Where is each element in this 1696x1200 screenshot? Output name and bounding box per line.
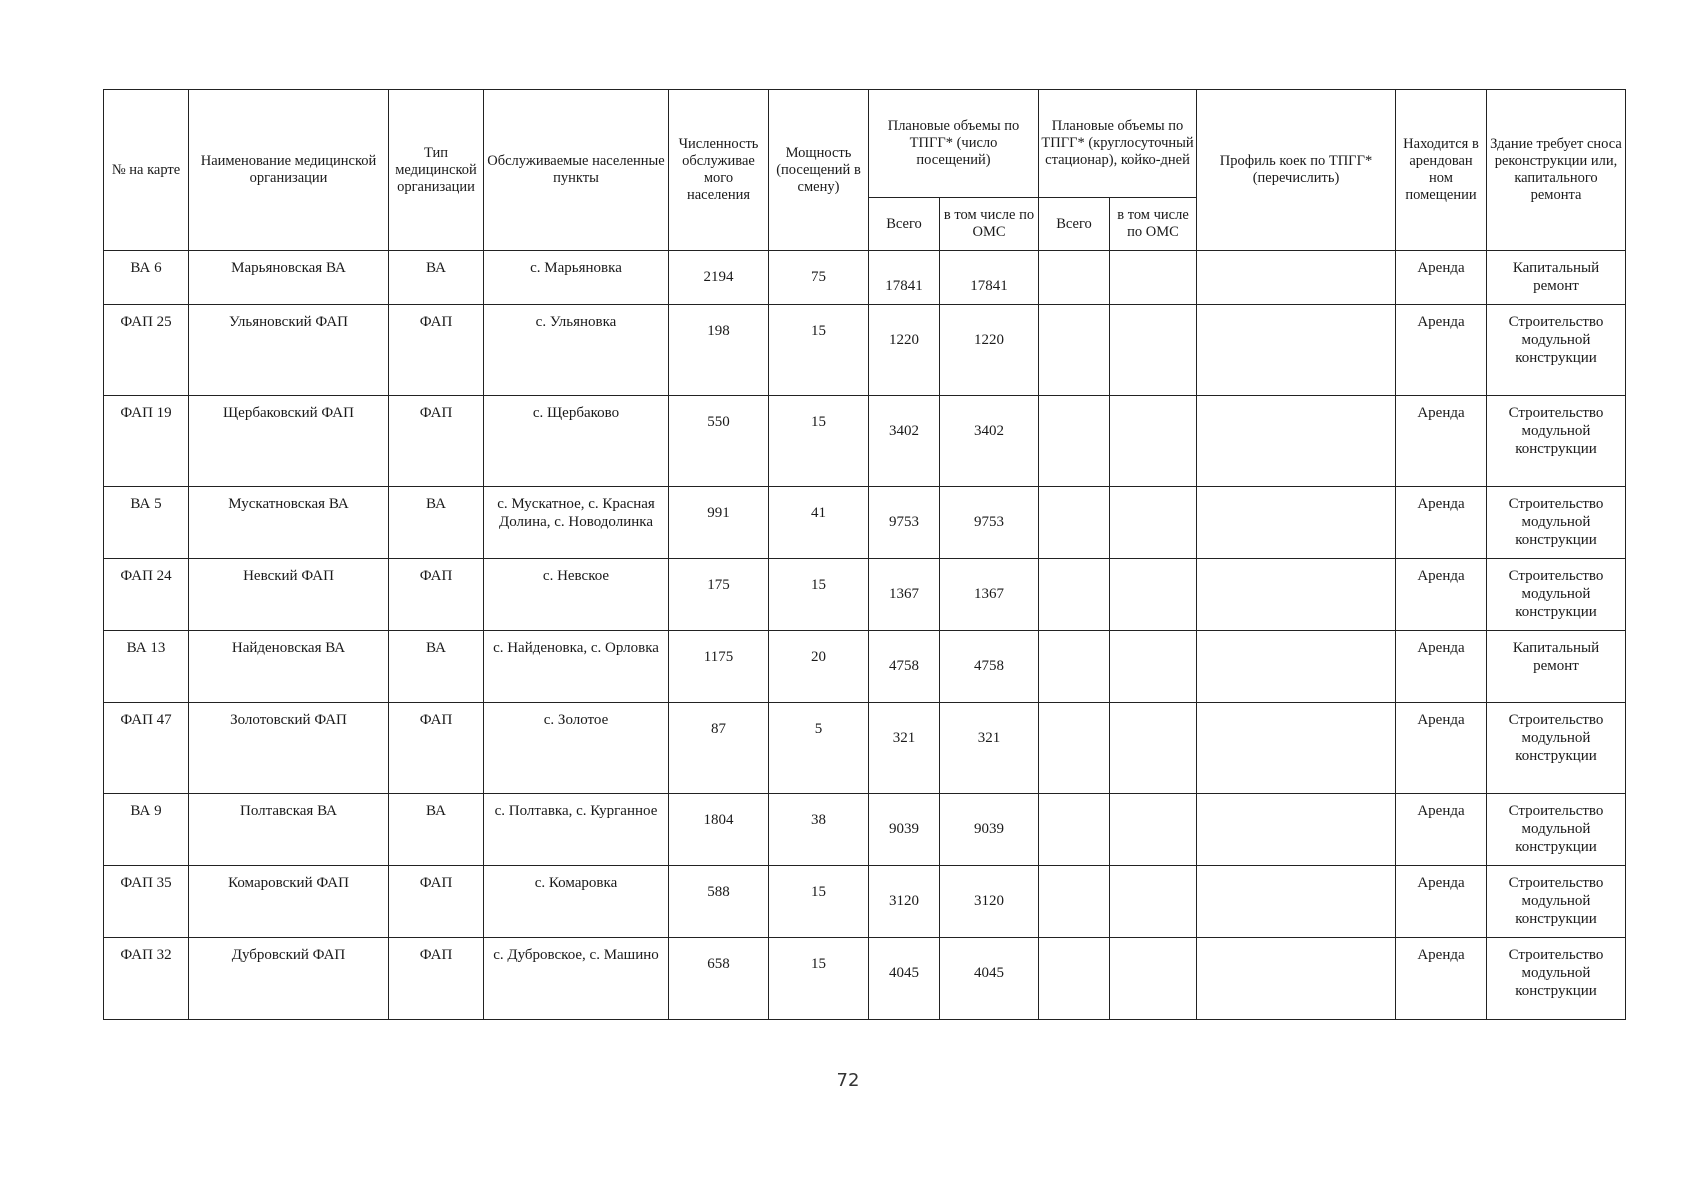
cell-type: ВА	[389, 251, 484, 305]
cell-beds-oms	[1110, 794, 1197, 866]
header-settlements: Обслуживаемые населенные пункты	[484, 90, 669, 251]
cell-beds-oms	[1110, 305, 1197, 396]
cell-type: ВА	[389, 794, 484, 866]
cell-beds-oms	[1110, 251, 1197, 305]
cell-population: 1804	[669, 794, 769, 866]
table-row	[104, 305, 1626, 396]
cell-type: ВА	[389, 631, 484, 703]
cell-beds-total	[1039, 487, 1110, 559]
cell-capacity: 75	[769, 251, 869, 305]
cell-population: 588	[669, 866, 769, 938]
header-beds-total: Всего	[1039, 198, 1110, 251]
cell-settlements: с. Мускатное, с. Красная Долина, с. Новодолинка	[484, 487, 669, 559]
cell-visits-oms: 17841	[940, 251, 1039, 305]
cell-type: ФАП	[389, 938, 484, 1020]
cell-beds-total	[1039, 251, 1110, 305]
cell-population: 87	[669, 703, 769, 794]
cell-rented: Аренда	[1396, 251, 1487, 305]
cell-capacity: 15	[769, 396, 869, 487]
table-row	[104, 251, 1626, 305]
cell-building: Капитальный ремонт	[1487, 251, 1626, 305]
header-num: № на карте	[104, 90, 189, 251]
cell-name: Дубровский ФАП	[189, 938, 389, 1020]
cell-settlements: с. Невское	[484, 559, 669, 631]
cell-type: ФАП	[389, 559, 484, 631]
cell-building: Строительство модульной конструкции	[1487, 703, 1626, 794]
cell-settlements: с. Полтавка, с. Курганное	[484, 794, 669, 866]
cell-profile	[1197, 631, 1396, 703]
facilities-table	[103, 89, 1626, 1020]
cell-beds-total	[1039, 703, 1110, 794]
cell-name: Мускатновская ВА	[189, 487, 389, 559]
header-visits-group: Плановые объемы по ТПГГ* (число посещений)	[869, 90, 1039, 198]
cell-population: 1175	[669, 631, 769, 703]
cell-population: 658	[669, 938, 769, 1020]
cell-rented: Аренда	[1396, 866, 1487, 938]
cell-visits-oms: 3402	[940, 396, 1039, 487]
cell-visits-oms: 4045	[940, 938, 1039, 1020]
cell-capacity: 41	[769, 487, 869, 559]
cell-name: Золотовский ФАП	[189, 703, 389, 794]
cell-visits-total: 3120	[869, 866, 940, 938]
cell-profile	[1197, 559, 1396, 631]
header-name: Наименование медицинской организации	[189, 90, 389, 251]
cell-settlements: с. Золотое	[484, 703, 669, 794]
cell-num: ВА 6	[104, 251, 189, 305]
cell-beds-oms	[1110, 396, 1197, 487]
cell-building: Строительство модульной конструкции	[1487, 487, 1626, 559]
cell-beds-oms	[1110, 631, 1197, 703]
cell-visits-total: 1220	[869, 305, 940, 396]
cell-rented: Аренда	[1396, 487, 1487, 559]
cell-name: Комаровский ФАП	[189, 866, 389, 938]
cell-name: Ульяновский ФАП	[189, 305, 389, 396]
cell-profile	[1197, 866, 1396, 938]
cell-visits-total: 4758	[869, 631, 940, 703]
cell-profile	[1197, 251, 1396, 305]
cell-type: ФАП	[389, 396, 484, 487]
cell-building: Строительство модульной конструкции	[1487, 396, 1626, 487]
cell-settlements: с. Найденовка, с. Орловка	[484, 631, 669, 703]
cell-rented: Аренда	[1396, 559, 1487, 631]
cell-beds-oms	[1110, 938, 1197, 1020]
cell-building: Строительство модульной конструкции	[1487, 866, 1626, 938]
cell-beds-total	[1039, 866, 1110, 938]
cell-beds-oms	[1110, 866, 1197, 938]
table-header	[104, 90, 1626, 251]
cell-profile	[1197, 396, 1396, 487]
cell-building: Строительство модульной конструкции	[1487, 559, 1626, 631]
cell-capacity: 15	[769, 305, 869, 396]
header-visits-oms: в том числе по ОМС	[940, 198, 1039, 251]
cell-num: ФАП 47	[104, 703, 189, 794]
cell-population: 2194	[669, 251, 769, 305]
cell-name: Марьяновская ВА	[189, 251, 389, 305]
cell-beds-oms	[1110, 703, 1197, 794]
header-profile: Профиль коек по ТПГГ* (перечислить)	[1197, 90, 1396, 251]
table-row	[104, 631, 1626, 703]
cell-capacity: 15	[769, 938, 869, 1020]
cell-num: ФАП 25	[104, 305, 189, 396]
cell-capacity: 15	[769, 866, 869, 938]
cell-population: 991	[669, 487, 769, 559]
cell-settlements: с. Щербаково	[484, 396, 669, 487]
cell-visits-oms: 321	[940, 703, 1039, 794]
cell-visits-total: 4045	[869, 938, 940, 1020]
cell-type: ФАП	[389, 866, 484, 938]
cell-building: Капитальный ремонт	[1487, 631, 1626, 703]
cell-profile	[1197, 305, 1396, 396]
cell-building: Строительство модульной конструкции	[1487, 305, 1626, 396]
cell-visits-total: 17841	[869, 251, 940, 305]
cell-capacity: 38	[769, 794, 869, 866]
cell-rented: Аренда	[1396, 938, 1487, 1020]
cell-visits-oms: 9753	[940, 487, 1039, 559]
cell-profile	[1197, 794, 1396, 866]
cell-rented: Аренда	[1396, 703, 1487, 794]
cell-beds-total	[1039, 631, 1110, 703]
cell-beds-total	[1039, 559, 1110, 631]
header-beds-oms: в том числе по ОМС	[1110, 198, 1197, 251]
cell-visits-oms: 9039	[940, 794, 1039, 866]
cell-num: ФАП 32	[104, 938, 189, 1020]
cell-visits-total: 9039	[869, 794, 940, 866]
cell-visits-oms: 1220	[940, 305, 1039, 396]
table-row	[104, 794, 1626, 866]
page-number: 72	[836, 1070, 860, 1091]
cell-beds-total	[1039, 305, 1110, 396]
cell-visits-total: 1367	[869, 559, 940, 631]
table-row	[104, 703, 1626, 794]
cell-num: ВА 9	[104, 794, 189, 866]
cell-beds-oms	[1110, 487, 1197, 559]
cell-visits-total: 321	[869, 703, 940, 794]
cell-name: Полтавская ВА	[189, 794, 389, 866]
cell-building: Строительство модульной конструкции	[1487, 938, 1626, 1020]
cell-capacity: 5	[769, 703, 869, 794]
cell-capacity: 20	[769, 631, 869, 703]
table-row	[104, 866, 1626, 938]
header-capacity: Мощность (посещений в смену)	[769, 90, 869, 251]
header-visits-total: Всего	[869, 198, 940, 251]
cell-num: ФАП 24	[104, 559, 189, 631]
cell-beds-total	[1039, 938, 1110, 1020]
cell-num: ВА 13	[104, 631, 189, 703]
table-row	[104, 938, 1626, 1020]
cell-num: ФАП 19	[104, 396, 189, 487]
cell-name: Невский ФАП	[189, 559, 389, 631]
cell-building: Строительство модульной конструкции	[1487, 794, 1626, 866]
cell-profile	[1197, 487, 1396, 559]
cell-beds-oms	[1110, 559, 1197, 631]
cell-type: ФАП	[389, 305, 484, 396]
cell-population: 175	[669, 559, 769, 631]
cell-settlements: с. Комаровка	[484, 866, 669, 938]
cell-population: 198	[669, 305, 769, 396]
cell-capacity: 15	[769, 559, 869, 631]
table-row	[104, 396, 1626, 487]
header-beds-group: Плановые объемы по ТПГГ* (круглосуточный стационар), койко-дней	[1039, 90, 1197, 198]
cell-name: Щербаковский ФАП	[189, 396, 389, 487]
cell-settlements: с. Дубровское, с. Машино	[484, 938, 669, 1020]
cell-rented: Аренда	[1396, 794, 1487, 866]
cell-beds-total	[1039, 396, 1110, 487]
header-building: Здание требует сноса реконструкции или, капитального ремонта	[1487, 90, 1626, 251]
table-body	[104, 251, 1626, 1020]
cell-rented: Аренда	[1396, 631, 1487, 703]
cell-visits-oms: 4758	[940, 631, 1039, 703]
cell-visits-oms: 1367	[940, 559, 1039, 631]
cell-visits-total: 3402	[869, 396, 940, 487]
cell-population: 550	[669, 396, 769, 487]
header-type: Тип медицинской организации	[389, 90, 484, 251]
cell-settlements: с. Ульяновка	[484, 305, 669, 396]
cell-num: ФАП 35	[104, 866, 189, 938]
cell-visits-total: 9753	[869, 487, 940, 559]
header-population: Численность обслуживае мого населения	[669, 90, 769, 251]
cell-profile	[1197, 703, 1396, 794]
cell-profile	[1197, 938, 1396, 1020]
table-row	[104, 559, 1626, 631]
cell-type: ФАП	[389, 703, 484, 794]
cell-rented: Аренда	[1396, 396, 1487, 487]
table-row	[104, 487, 1626, 559]
cell-beds-total	[1039, 794, 1110, 866]
cell-rented: Аренда	[1396, 305, 1487, 396]
cell-visits-oms: 3120	[940, 866, 1039, 938]
cell-num: ВА 5	[104, 487, 189, 559]
cell-type: ВА	[389, 487, 484, 559]
header-rented: Находится в арендован ном помещении	[1396, 90, 1487, 251]
cell-settlements: с. Марьяновка	[484, 251, 669, 305]
cell-name: Найденовская ВА	[189, 631, 389, 703]
